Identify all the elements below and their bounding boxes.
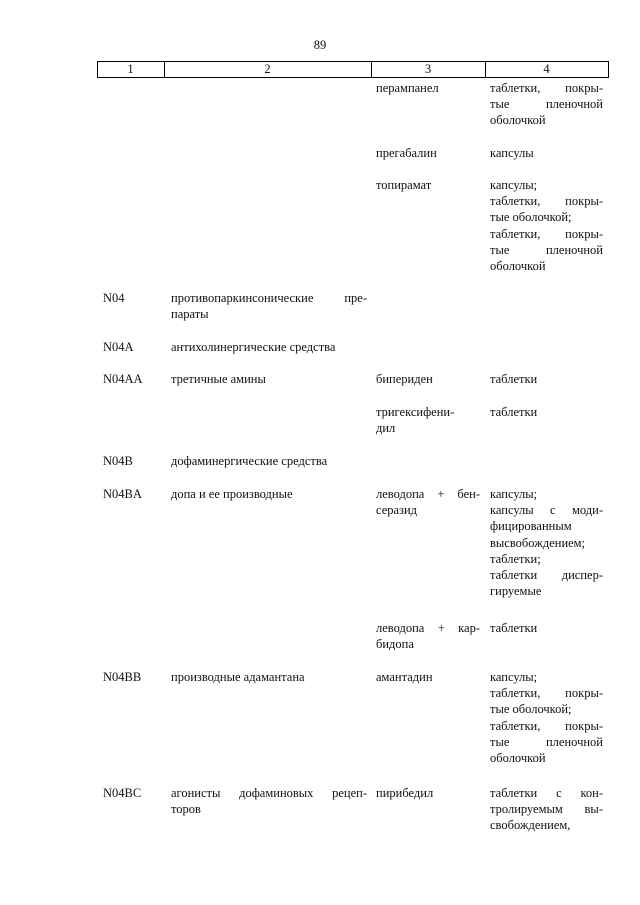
drug-name: леводопа + кар- бидопа <box>376 621 480 652</box>
drug-name: бипериден <box>376 372 433 386</box>
group-name: агонисты дофаминовых рецеп- торов <box>171 786 367 817</box>
dosage-form: капсулы; таблетки, покры- тые оболочкой; таблетки, покры- тые пленочной оболочкой <box>490 178 603 274</box>
drug-name: перампанел <box>376 81 439 95</box>
header-col-2: 2 <box>264 62 271 76</box>
group-name: допа и ее производные <box>171 487 293 501</box>
group-name: производные адамантана <box>171 670 305 684</box>
drug-name: тригексифени- дил <box>376 405 455 436</box>
atc-code: N04B <box>103 454 133 468</box>
drug-name: амантадин <box>376 670 433 684</box>
drug-name: леводопа + бен- серазид <box>376 487 480 518</box>
dosage-form: таблетки с кон- тролируемым вы- свобождением, <box>490 786 603 833</box>
drug-name: топирамат <box>376 178 432 192</box>
dosage-form: капсулы; капсулы с моди- фицированным высвобождением; таблетки; таблетки диспер- гируемые <box>490 487 603 599</box>
dosage-form: таблетки <box>490 372 538 386</box>
group-name: третичные амины <box>171 372 266 386</box>
header-separator <box>608 62 609 77</box>
header-col-3: 3 <box>424 62 432 76</box>
header-col-4: 4 <box>543 62 550 76</box>
atc-code: N04 <box>103 291 125 305</box>
group-name: противопаркинсонические пре- параты <box>171 291 367 322</box>
atc-code: N04BC <box>103 786 142 800</box>
atc-code: N04A <box>103 340 134 354</box>
dosage-form: таблетки <box>490 405 538 419</box>
header-col-1: 1 <box>127 62 134 76</box>
table-header <box>97 61 609 78</box>
drug-name: прегабалин <box>376 146 437 160</box>
atc-code: N04BB <box>103 670 142 684</box>
group-name: антихолинергические средства <box>171 340 336 354</box>
group-name: дофаминергические средства <box>171 454 328 468</box>
dosage-form: таблетки <box>490 621 538 635</box>
atc-code: N04BA <box>103 487 142 501</box>
dosage-form: таблетки, покры- тые пленочной оболочкой <box>490 81 603 128</box>
atc-code: N04AA <box>103 372 143 386</box>
page-number: 89 <box>313 38 327 52</box>
dosage-form: капсулы <box>490 146 534 160</box>
dosage-form: капсулы; таблетки, покры- тые оболочкой; таблетки, покры- тые пленочной оболочкой <box>490 670 603 766</box>
drug-name: пирибедил <box>376 786 434 800</box>
